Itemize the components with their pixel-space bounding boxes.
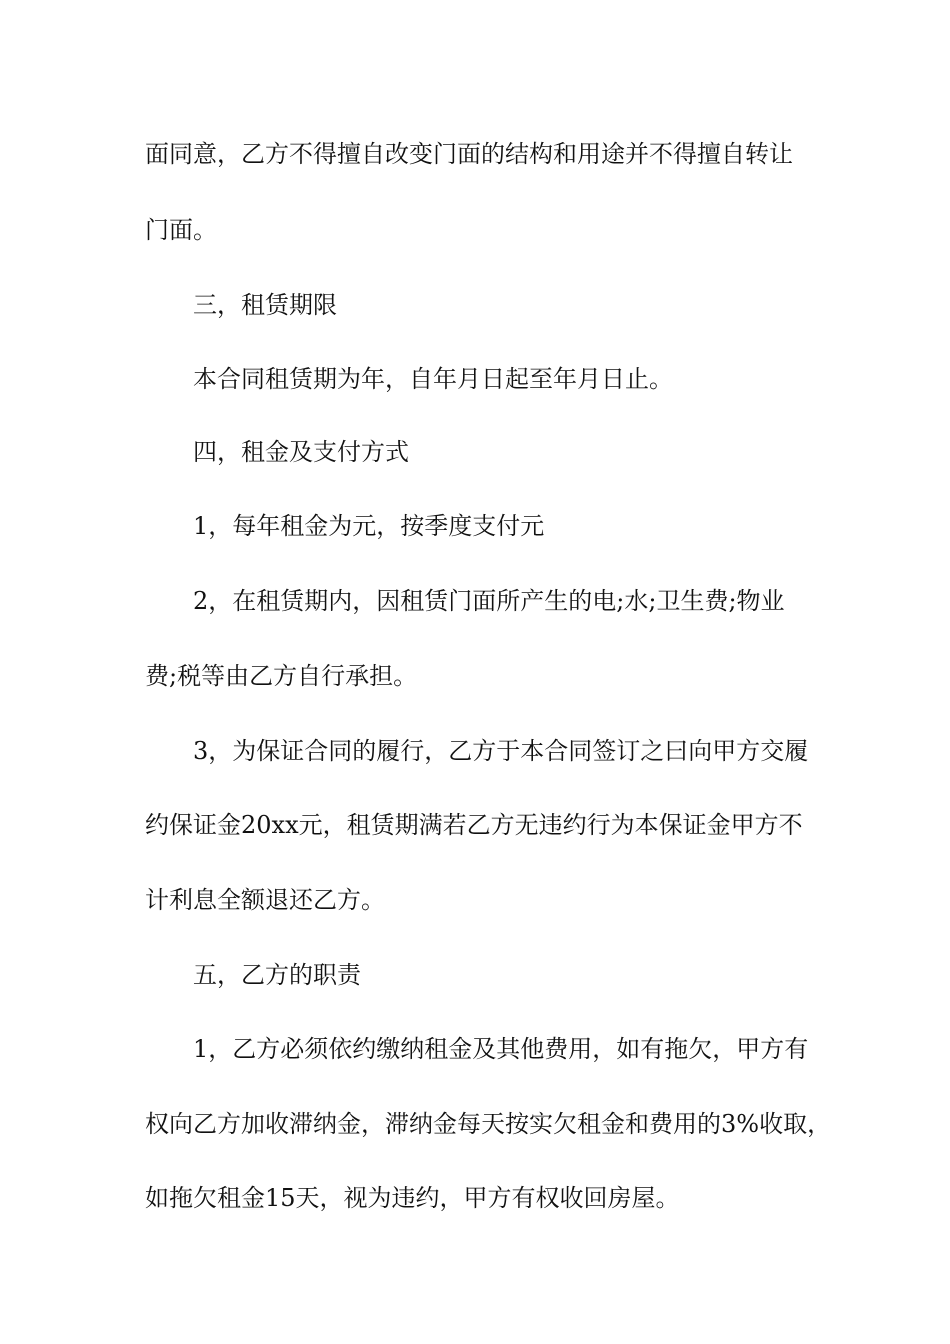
text-line: 1，乙方必须依约缴纳租金及其他费用，如有拖欠，甲方有 <box>193 1035 809 1063</box>
text-line: 门面。 <box>145 216 217 244</box>
section-heading: 四，租金及支付方式 <box>193 438 409 466</box>
text-line: 如拖欠租金15天，视为违约，甲方有权收回房屋。 <box>145 1184 680 1212</box>
section-heading: 五，乙方的职责 <box>193 961 361 989</box>
text-line: 本合同租赁期为年，自年月日起至年月日止。 <box>193 365 673 393</box>
text-line: 1，每年租金为元，按季度支付元 <box>193 512 545 540</box>
text-line: 费;税等由乙方自行承担。 <box>145 662 418 690</box>
text-line: 权向乙方加收滞纳金，滞纳金每天按实欠租金和费用的3%收取， <box>145 1110 832 1138</box>
text-line: 计利息全额退还乙方。 <box>145 886 385 914</box>
text-line: 面同意，乙方不得擅自改变门面的结构和用途并不得擅自转让 <box>145 140 793 168</box>
text-line: 2，在租赁期内，因租赁门面所产生的电;水;卫生费;物业 <box>193 587 785 615</box>
text-line: 3，为保证合同的履行，乙方于本合同签订之曰向甲方交履 <box>193 737 809 765</box>
section-heading: 三，租赁期限 <box>193 291 337 319</box>
text-line: 约保证金20xx元，租赁期满若乙方无违约行为本保证金甲方不 <box>145 811 803 839</box>
